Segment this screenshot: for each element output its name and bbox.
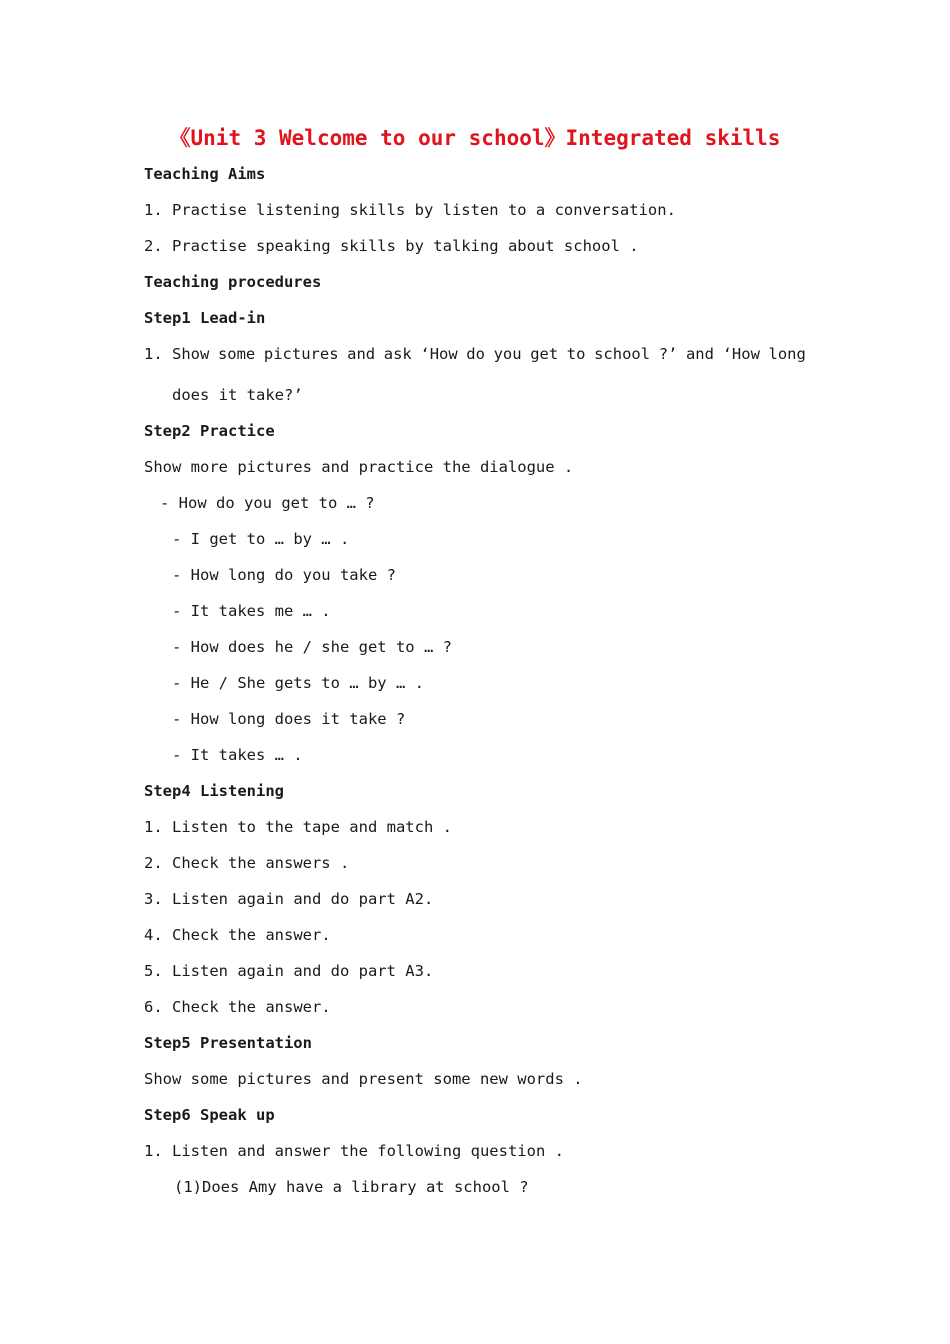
step1-word: ask: [383, 345, 412, 363]
step1-word: and: [347, 345, 376, 363]
step1-item: [144, 344, 806, 364]
item-text: Check the answers .: [172, 854, 350, 872]
step4-item: [144, 961, 433, 981]
item-number: 4.: [144, 926, 163, 944]
item-number: 6.: [144, 998, 163, 1016]
item-text: Check the answer.: [172, 926, 331, 944]
step1-word: ?’: [658, 345, 678, 363]
item-number: 1.: [144, 1142, 163, 1160]
step6-heading: Step6 Speak up: [144, 1106, 275, 1124]
item-number: 5.: [144, 962, 163, 980]
step1-word: school: [594, 345, 651, 363]
step4-item: [144, 889, 433, 909]
step1-item-line1: [172, 344, 806, 364]
step1-word: some: [217, 345, 256, 363]
step6-item: [144, 1141, 564, 1161]
step1-word: you: [493, 345, 522, 363]
step1-word: pictures: [263, 345, 339, 363]
step1-item-line2: does it take?’: [172, 386, 303, 404]
step2-heading: Step2 Practice: [144, 422, 275, 440]
dialogue-line: - It takes … .: [172, 746, 303, 764]
step1-word: ‘How: [722, 345, 760, 363]
item-number: 2.: [144, 854, 163, 872]
step1-word: and: [685, 345, 714, 363]
step4-item: [144, 817, 452, 837]
dialogue-line: - How does he / she get to … ?: [172, 638, 452, 656]
item-text: Check the answer.: [172, 998, 331, 1016]
step5-text: Show some pictures and present some new words .: [144, 1070, 583, 1088]
teaching-aims-heading: Teaching Aims: [144, 165, 266, 183]
step1-heading: Step1 Lead-in: [144, 309, 266, 327]
step1-word: ‘How: [420, 345, 458, 363]
step4-heading: Step4 Listening: [144, 782, 284, 800]
step4-item: [144, 997, 331, 1017]
dialogue-line: - How long do you take ?: [172, 566, 396, 584]
item-text: Listen again and do part A3.: [172, 962, 434, 980]
step4-item: [144, 853, 349, 873]
step1-word: do: [466, 345, 485, 363]
dialogue-line: - He / She gets to … by … .: [172, 674, 424, 692]
dialogue-line: - How do you get to … ?: [160, 494, 375, 512]
aim-item: 1. Practise listening skills by listen to a conversation.: [144, 201, 676, 219]
dialogue-line: - I get to … by … .: [172, 530, 350, 548]
dialogue-line: - It takes me … .: [172, 602, 331, 620]
item-number: 1.: [144, 818, 163, 836]
step1-item-number: 1.: [144, 345, 163, 363]
item-text: Listen again and do part A2.: [172, 890, 434, 908]
item-text: Listen and answer the following question .: [172, 1142, 564, 1160]
step6-question: (1)Does Amy have a library at school ?: [174, 1178, 529, 1196]
document-title: 《Unit 3 Welcome to our school》Integrated skills: [169, 126, 781, 150]
step1-word: to: [566, 345, 586, 363]
step1-word: long: [768, 345, 806, 363]
step1-word: get: [530, 345, 559, 363]
step4-item: [144, 925, 331, 945]
step5-heading: Step5 Presentation: [144, 1034, 312, 1052]
item-number: 3.: [144, 890, 163, 908]
aim-item: 2. Practise speaking skills by talking about school .: [144, 237, 639, 255]
item-text: Listen to the tape and match .: [172, 818, 452, 836]
dialogue-line: - How long does it take ?: [172, 710, 406, 728]
step1-word: Show: [172, 345, 210, 363]
step2-intro: Show more pictures and practice the dialogue .: [144, 458, 574, 476]
procedures-heading: Teaching procedures: [144, 273, 322, 291]
